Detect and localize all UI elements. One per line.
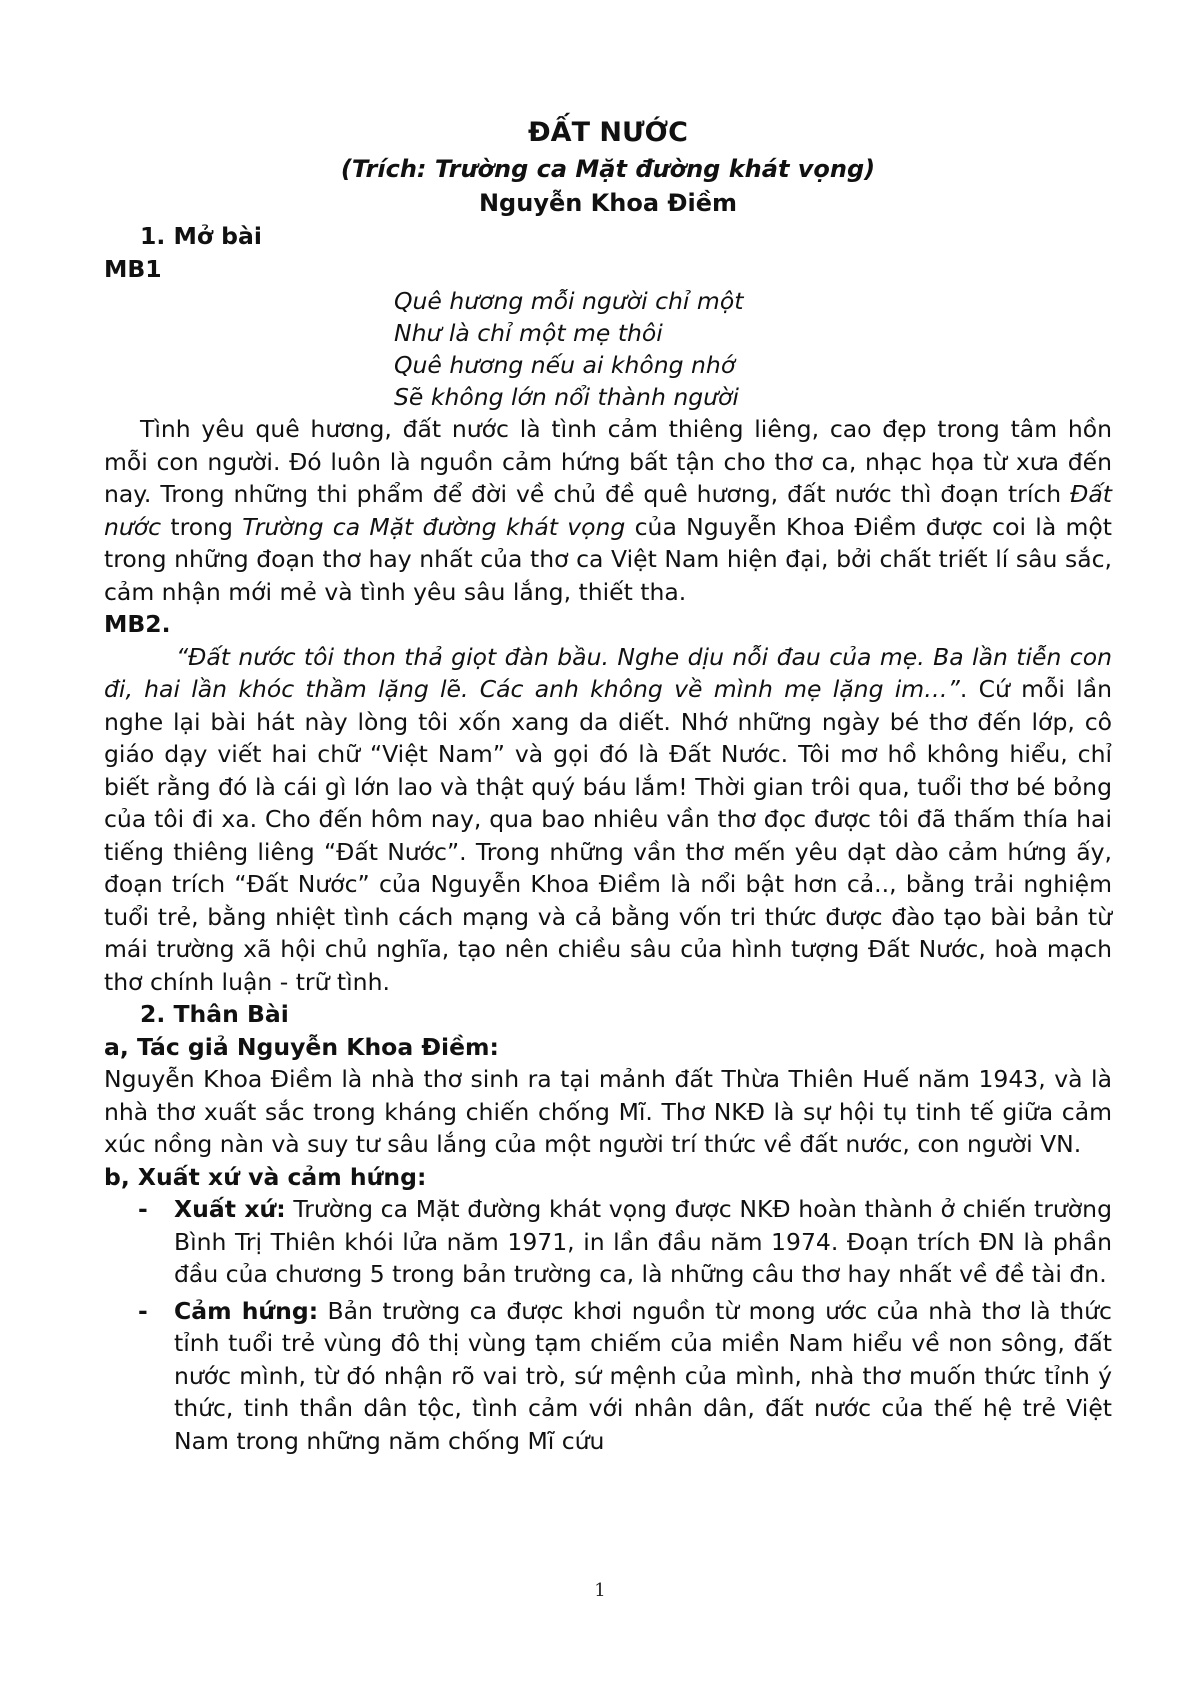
poem-line: Quê hương nếu ai không nhớ	[394, 351, 736, 379]
section-heading-intro: 1. Mở bài	[140, 222, 262, 250]
author-paragraph: Nguyễn Khoa Điềm là nhà thơ sinh ra tại mảnh đất Thừa Thiên Huế năm 1943, và là nhà thơ xuất sắc trong kháng chiến chống Mĩ. Thơ NKĐ là sự hội tụ tinh tế giữa cảm xúc nồng nàn và suy tư sâu lắng của một người trí thức về đất nước, con người VN.	[104, 1065, 1112, 1158]
mb2-paragraph	[104, 641, 1112, 999]
list-item	[104, 1295, 1112, 1458]
document-subtitle: (Trích: Trường ca Mặt đường khát vọng)	[340, 155, 876, 183]
mb2-quote: “Đất nước tôi thon thả giọt đàn bầu. Nghe dịu nỗi đau của mẹ. Ba lần tiễn con đi, hai lần khóc thầm lặng lẽ. Các anh không về mình mẹ lặng im…”	[104, 642, 1112, 703]
mb1-text-part: của Nguyễn Khoa Điềm được coi là một trong những đoạn thơ hay nhất của thơ ca Việt Nam hiện đại, bởi chất triết lí sâu sắc, cảm nhận mới mẻ và tình yêu sâu lắng, thiết tha.	[104, 512, 1112, 606]
document-title: ĐẤT NƯỚC	[528, 117, 688, 148]
poem-line: Như là chỉ một mẹ thôi	[394, 319, 663, 347]
bullet-label: Cảm hứng:	[174, 1296, 319, 1325]
mb2-label: MB2.	[104, 610, 171, 638]
bullet-dash: -	[138, 1195, 148, 1223]
section-heading-body: 2. Thân Bài	[140, 1000, 289, 1028]
origin-bullet-list	[104, 1193, 1112, 1457]
mb1-label: MB1	[104, 254, 162, 283]
bullet-label: Xuất xứ:	[174, 1195, 286, 1223]
bullet-dash: -	[138, 1296, 148, 1325]
poem-line: Quê hương mỗi người chỉ một	[394, 287, 744, 315]
list-item	[104, 1193, 1112, 1291]
subheading-origin: b, Xuất xứ và cảm hứng:	[104, 1162, 427, 1191]
mb1-text-part: Tình yêu quê hương, đất nước là tình cảm thiêng liêng, cao đẹp trong tâm hồn mỗi con người. Đó luôn là nguồn cảm hứng bất tận cho thơ ca, nhạc họa từ xưa đến nay. Trong những thi phẩm để đời về chủ đề quê hương, đất nước thì đoạn trích	[104, 415, 1112, 508]
bullet-text: Bản trường ca được khơi nguồn từ mong ước của nhà thơ là thức tỉnh tuổi trẻ vùng đô thị vùng tạm chiếm của miền Nam hiểu về non sông, đất nước mình, từ đó nhận rõ vai trò, sứ mệnh của mình, nhà thơ muốn thức tỉnh ý thức, tinh thần dân tộc, tình cảm với nhân dân, đất nước của thế hệ trẻ Việt Nam trong những năm chống Mĩ cứu	[174, 1296, 1112, 1455]
page-number: 1	[594, 1580, 606, 1601]
mb1-emphasis: Trường ca Mặt đường khát vọng	[242, 512, 626, 541]
document-author: Nguyễn Khoa Điềm	[478, 189, 738, 217]
subheading-author: a, Tác giả Nguyễn Khoa Điềm:	[104, 1032, 499, 1061]
mb1-text-part: trong	[161, 512, 243, 541]
document-content	[104, 114, 1112, 1461]
poem-line: Sẽ không lớn nổi thành người	[394, 383, 739, 411]
bullet-text: Trường ca Mặt đường khát vọng được NKĐ hoàn thành ở chiến trường Bình Trị Thiên khói lửa năm 1971, in lần đầu năm 1974. Đoạn trích ĐN là phần đầu của chương 5 trong bản trường ca, là những câu thơ hay nhất về đề tài đn.	[174, 1195, 1112, 1288]
poem-stanza	[104, 285, 1112, 413]
mb1-paragraph	[104, 413, 1112, 608]
mb1-emphasis: Đất nước	[104, 480, 1112, 541]
mb2-text: . Cứ mỗi lần nghe lại bài hát này lòng tôi xốn xang da diết. Nhớ những ngày bé thơ đến lớp, cô giáo dạy viết hai chữ “Việt Nam” và gọi đó là Đất Nước. Tôi mơ hồ không hiểu, chỉ biết rằng đó là cái gì lớn lao và thật quý báu lắm! Thời gian trôi qua, tuổi thơ bé bỏng của tôi đi xa. Cho đến hôm nay, qua bao nhiêu vần thơ đọc được tôi đã thấm thía hai tiếng thiêng liêng “Đất Nước”. Trong những vần thơ mến yêu dạt dào cảm hứng ấy, đoạn trích “Đất Nước” của Nguyễn Khoa Điềm là nổi bật hơn cả.., bằng trải nghiệm tuổi trẻ, bằng nhiệt tình cách mạng và cả bằng vốn tri thức được đào tạo bài bản từ mái trường xã hội chủ nghĩa, tạo nên chiều sâu của hình tượng Đất Nước, hoà mạch thơ chính luận - trữ tình.	[104, 675, 1112, 996]
